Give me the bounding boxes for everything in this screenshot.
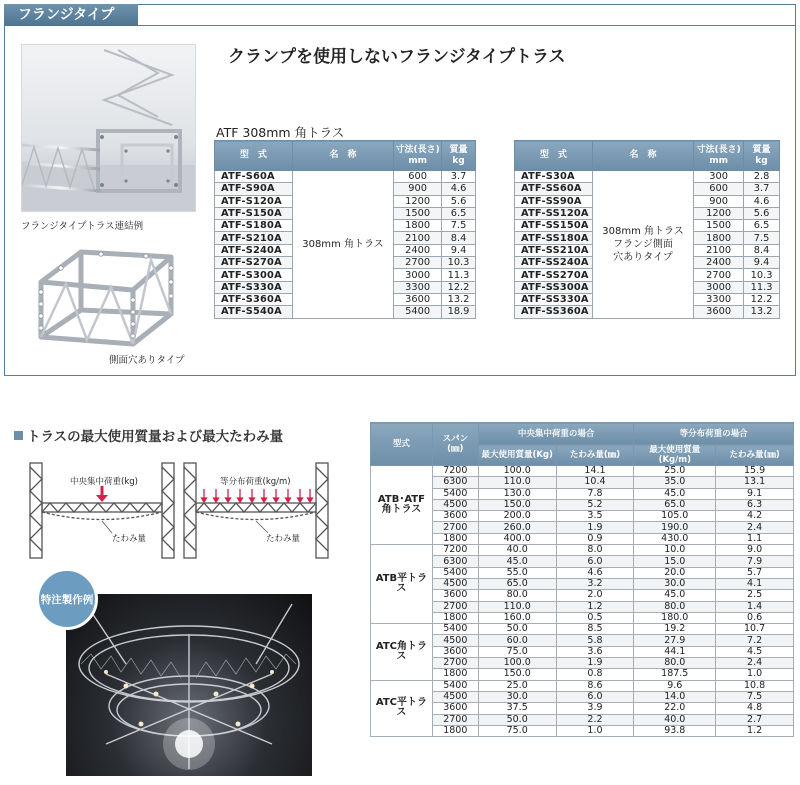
center-deflection-cell: 7.8 xyxy=(556,488,634,499)
dist-deflection-cell: 15.9 xyxy=(716,466,794,477)
load-table-row xyxy=(371,714,794,725)
length-cell: 2700 xyxy=(694,269,744,281)
dist-deflection-cell: 13.1 xyxy=(716,477,794,488)
load-table-row xyxy=(371,567,794,578)
model-cell: ATF-S120A xyxy=(215,195,293,207)
span-cell: 2700 xyxy=(432,658,478,669)
span-cell: 2700 xyxy=(432,714,478,725)
deflection-label-right: たわみ量 xyxy=(266,534,301,544)
load-table-row xyxy=(371,556,794,567)
deflection-label-left: たわみ量 xyxy=(112,534,147,544)
center-deflection-cell: 3.6 xyxy=(556,646,634,657)
model-cell: ATF-S180A xyxy=(215,220,293,232)
mass-cell: 10.3 xyxy=(442,257,476,269)
spec-header-row xyxy=(215,141,476,171)
load-section-title xyxy=(14,425,283,445)
header-size xyxy=(694,141,744,171)
subtitle: ATF 308mm 角トラス xyxy=(216,125,345,140)
span-cell: 4500 xyxy=(432,635,478,646)
dist-deflection-cell: 1.1 xyxy=(716,533,794,544)
model-cell: ATF-S30A xyxy=(515,171,593,183)
length-cell: 1500 xyxy=(394,207,442,219)
model-cell: ATF-S240A xyxy=(215,244,293,256)
center-max-mass-cell: 75.0 xyxy=(478,725,556,736)
load-table-row xyxy=(371,511,794,522)
stage-truss-illustration xyxy=(66,594,312,776)
mass-cell: 3.7 xyxy=(442,171,476,183)
load-table-row xyxy=(371,669,794,680)
load-table-row xyxy=(371,477,794,488)
header-mass xyxy=(442,141,476,171)
model-cell: ATF-S270A xyxy=(215,257,293,269)
center-deflection-cell: 1.0 xyxy=(556,725,634,736)
load-table-row xyxy=(371,601,794,612)
load-table-row xyxy=(371,590,794,601)
mass-cell: 18.9 xyxy=(442,306,476,318)
load-table-row xyxy=(371,680,794,691)
model-cell: ATF-S60A xyxy=(215,171,293,183)
dist-deflection-cell: 7.5 xyxy=(716,691,794,702)
model-cell: ATF-SS360A xyxy=(515,306,593,318)
dist-max-mass-cell: 27.9 xyxy=(634,635,716,646)
length-cell: 3000 xyxy=(694,281,744,293)
center-deflection-cell: 2.2 xyxy=(556,714,634,725)
model-cell: ATF-SS240A xyxy=(515,257,593,269)
main-title: クランプを使用しないフランジタイプトラス xyxy=(228,47,566,67)
dist-max-mass-cell: 30.0 xyxy=(634,578,716,589)
center-deflection-cell: 10.4 xyxy=(556,477,634,488)
load-table-row xyxy=(371,703,794,714)
length-cell: 3000 xyxy=(394,269,442,281)
dist-max-mass-cell: 430.0 xyxy=(634,533,716,544)
mass-cell: 4.6 xyxy=(744,195,780,207)
header-size xyxy=(394,141,442,171)
model-cell: ATF-SS300A xyxy=(515,281,593,293)
center-deflection-cell: 8.5 xyxy=(556,624,634,635)
mass-cell: 4.6 xyxy=(442,183,476,195)
center-max-mass-cell: 100.0 xyxy=(478,466,556,477)
center-deflection-cell: 3.2 xyxy=(556,578,634,589)
length-cell: 2100 xyxy=(394,232,442,244)
model-cell: ATF-SS120A xyxy=(515,207,593,219)
center-deflection-cell: 1.9 xyxy=(556,522,634,533)
dist-deflection-cell: 1.4 xyxy=(716,601,794,612)
dist-deflection-cell: 2.4 xyxy=(716,522,794,533)
dist-max-mass-cell: 22.0 xyxy=(634,703,716,714)
load-table-row xyxy=(371,725,794,736)
span-cell: 1800 xyxy=(432,612,478,623)
distributed-load-label: 等分布荷重(kg/m) xyxy=(220,477,291,487)
dist-deflection-cell: 0.6 xyxy=(716,612,794,623)
dist-deflection-cell: 9.0 xyxy=(716,545,794,556)
dist-max-mass-cell: 187.5 xyxy=(634,669,716,680)
header-size-label: 寸法(長さ) xyxy=(696,144,741,155)
mass-cell: 5.6 xyxy=(744,207,780,219)
model-cell: ATF-S150A xyxy=(215,207,293,219)
mass-cell: 7.5 xyxy=(744,232,780,244)
dist-max-mass-cell: 80.0 xyxy=(634,601,716,612)
center-max-mass-cell: 200.0 xyxy=(478,511,556,522)
center-max-mass-cell: 60.0 xyxy=(478,635,556,646)
length-cell: 600 xyxy=(394,171,442,183)
dist-max-mass-cell: 9.6 xyxy=(634,680,716,691)
mass-cell: 9.4 xyxy=(744,257,780,269)
header-size-unit: mm xyxy=(408,155,427,166)
center-deflection-cell: 0.9 xyxy=(556,533,634,544)
load-section-title-text: トラスの最大使用質量および最大たわみ量 xyxy=(27,429,284,445)
length-cell: 3300 xyxy=(694,293,744,305)
center-max-mass-cell: 25.0 xyxy=(478,680,556,691)
header-size-label: 寸法(長さ) xyxy=(395,144,440,155)
span-cell: 2700 xyxy=(432,601,478,612)
mass-cell: 11.3 xyxy=(744,281,780,293)
length-cell: 1500 xyxy=(694,220,744,232)
load-table-row xyxy=(371,545,794,556)
spec-header-row xyxy=(515,141,780,171)
center-deflection-cell: 0.5 xyxy=(556,612,634,623)
header-model: 型 式 xyxy=(215,141,293,171)
header-dist-deflection: たわみ量(㎜) xyxy=(716,445,794,466)
span-cell: 4500 xyxy=(432,499,478,510)
truss-photo-illustration xyxy=(22,45,196,212)
center-deflection-cell: 3.5 xyxy=(556,511,634,522)
header-type: 型式 xyxy=(371,423,433,466)
span-cell: 7200 xyxy=(432,466,478,477)
length-cell: 1800 xyxy=(694,232,744,244)
truss-type-line: ATC角トラス xyxy=(375,640,427,662)
truss-type-cell xyxy=(371,466,433,545)
dist-deflection-cell: 1.2 xyxy=(716,725,794,736)
model-cell: ATF-SS150A xyxy=(515,220,593,232)
span-cell: 1800 xyxy=(432,533,478,544)
span-cell: 2700 xyxy=(432,522,478,533)
load-table-row xyxy=(371,578,794,589)
center-max-mass-cell: 55.0 xyxy=(478,567,556,578)
table-row xyxy=(215,171,476,183)
span-cell: 4500 xyxy=(432,691,478,702)
product-name-line: 308mm 角トラス xyxy=(602,225,684,237)
header-name: 名 称 xyxy=(592,141,693,171)
header-center-load-group: 中央集中荷重の場合 xyxy=(478,423,634,445)
distributed-load-arrows-icon xyxy=(202,489,313,502)
center-deflection-cell: 8.0 xyxy=(556,545,634,556)
mass-cell: 8.4 xyxy=(744,244,780,256)
dist-max-mass-cell: 20.0 xyxy=(634,567,716,578)
center-deflection-cell: 6.0 xyxy=(556,556,634,567)
center-deflection-cell: 0.8 xyxy=(556,669,634,680)
dist-deflection-cell: 6.3 xyxy=(716,499,794,510)
model-cell: ATF-S90A xyxy=(215,183,293,195)
center-max-mass-cell: 100.0 xyxy=(478,658,556,669)
dist-max-mass-cell: 105.0 xyxy=(634,511,716,522)
header-center-max-mass: 最大使用質量(Kg) xyxy=(478,445,556,466)
dist-max-mass-cell: 15.0 xyxy=(634,556,716,567)
center-deflection-cell: 4.6 xyxy=(556,567,634,578)
dist-max-mass-cell: 190.0 xyxy=(634,522,716,533)
center-max-mass-cell: 130.0 xyxy=(478,488,556,499)
truss-type-cell xyxy=(371,545,433,624)
dist-max-mass-cell: 40.0 xyxy=(634,714,716,725)
dist-max-mass-cell: 80.0 xyxy=(634,658,716,669)
truss-type-line: ATB平トラス xyxy=(375,573,428,595)
model-cell: ATF-SS270A xyxy=(515,269,593,281)
length-cell: 3600 xyxy=(394,293,442,305)
header-center-deflection: たわみ量(㎜) xyxy=(556,445,634,466)
mass-cell: 7.5 xyxy=(442,220,476,232)
mass-cell: 13.2 xyxy=(442,293,476,305)
load-table xyxy=(370,422,794,737)
load-table-row xyxy=(371,522,794,533)
dist-deflection-cell: 4.8 xyxy=(716,703,794,714)
dist-max-mass-cell: 14.0 xyxy=(634,691,716,702)
custom-truss-photo xyxy=(66,594,312,776)
center-max-mass-cell: 45.0 xyxy=(478,556,556,567)
center-load-arrow-icon xyxy=(96,486,108,502)
dist-max-mass-cell: 25.0 xyxy=(634,466,716,477)
model-cell: ATF-S300A xyxy=(215,269,293,281)
length-cell: 2100 xyxy=(694,244,744,256)
dist-deflection-cell: 2.4 xyxy=(716,658,794,669)
dist-deflection-cell: 7.9 xyxy=(716,556,794,567)
center-deflection-cell: 5.8 xyxy=(556,635,634,646)
length-cell: 1200 xyxy=(694,207,744,219)
dist-max-mass-cell: 45.0 xyxy=(634,488,716,499)
product-name-line: フランジ側面 xyxy=(613,238,673,250)
load-table-row xyxy=(371,635,794,646)
length-cell: 1200 xyxy=(394,195,442,207)
dist-deflection-cell: 7.2 xyxy=(716,635,794,646)
model-cell: ATF-S540A xyxy=(215,306,293,318)
dist-max-mass-cell: 45.0 xyxy=(634,590,716,601)
load-table-row xyxy=(371,691,794,702)
length-cell: 3600 xyxy=(694,306,744,318)
mass-cell: 12.2 xyxy=(442,281,476,293)
span-cell: 3600 xyxy=(432,511,478,522)
center-max-mass-cell: 37.5 xyxy=(478,703,556,714)
mass-cell: 2.8 xyxy=(744,171,780,183)
length-cell: 900 xyxy=(394,183,442,195)
dist-deflection-cell: 10.8 xyxy=(716,680,794,691)
mass-cell: 11.3 xyxy=(442,269,476,281)
dist-deflection-cell: 9.1 xyxy=(716,488,794,499)
dist-max-mass-cell: 180.0 xyxy=(634,612,716,623)
truss-type-line: ATB･ATF xyxy=(377,494,425,506)
load-table-row xyxy=(371,624,794,635)
span-cell: 1800 xyxy=(432,725,478,736)
spec-table-standard xyxy=(214,140,476,319)
center-deflection-cell: 14.1 xyxy=(556,466,634,477)
load-table-row xyxy=(371,646,794,657)
dist-max-mass-cell: 19.2 xyxy=(634,624,716,635)
model-cell: ATF-S330A xyxy=(215,281,293,293)
side-truss-illustration xyxy=(21,232,196,350)
dist-max-mass-cell: 44.1 xyxy=(634,646,716,657)
center-deflection-cell: 2.0 xyxy=(556,590,634,601)
span-cell: 5400 xyxy=(432,567,478,578)
product-name-cell xyxy=(592,171,693,319)
header-model: 型 式 xyxy=(515,141,593,171)
center-max-mass-cell: 50.0 xyxy=(478,624,556,635)
span-cell: 6300 xyxy=(432,556,478,567)
center-max-mass-cell: 400.0 xyxy=(478,533,556,544)
model-cell: ATF-S210A xyxy=(215,232,293,244)
center-deflection-cell: 1.2 xyxy=(556,601,634,612)
truss-type-cell xyxy=(371,680,433,736)
span-cell: 4500 xyxy=(432,578,478,589)
mass-cell: 13.2 xyxy=(744,306,780,318)
photo-side-caption: 側面穴ありタイプ xyxy=(109,355,185,366)
center-max-mass-cell: 260.0 xyxy=(478,522,556,533)
spec-table-side-hole xyxy=(514,140,780,319)
product-name-cell: 308mm 角トラス xyxy=(292,171,393,319)
mass-cell: 6.5 xyxy=(744,220,780,232)
center-max-mass-cell: 110.0 xyxy=(478,601,556,612)
center-deflection-cell: 6.0 xyxy=(556,691,634,702)
mass-cell: 10.3 xyxy=(744,269,780,281)
center-deflection-cell: 3.9 xyxy=(556,703,634,714)
mass-cell: 12.2 xyxy=(744,293,780,305)
center-max-mass-cell: 110.0 xyxy=(478,477,556,488)
header-span: スパン(㎜) xyxy=(432,423,478,466)
header-mass-label: 質量 xyxy=(752,144,771,155)
mass-cell: 6.5 xyxy=(442,207,476,219)
dist-deflection-cell: 5.7 xyxy=(716,567,794,578)
mass-cell: 3.7 xyxy=(744,183,780,195)
mass-cell: 5.6 xyxy=(442,195,476,207)
dist-max-mass-cell: 35.0 xyxy=(634,477,716,488)
length-cell: 900 xyxy=(694,195,744,207)
header-name: 名 称 xyxy=(292,141,393,171)
square-bullet-icon xyxy=(14,431,23,440)
length-cell: 600 xyxy=(694,183,744,195)
length-cell: 300 xyxy=(694,171,744,183)
header-mass-unit: kg xyxy=(452,155,465,166)
truss-type-line: ATC平トラス xyxy=(375,697,427,719)
span-cell: 3600 xyxy=(432,646,478,657)
dist-deflection-cell: 10.7 xyxy=(716,624,794,635)
span-cell: 7200 xyxy=(432,545,478,556)
load-diagram-drawing xyxy=(24,455,334,565)
table-row xyxy=(515,171,780,183)
model-cell: ATF-SS180A xyxy=(515,232,593,244)
section-tab: フランジタイプ xyxy=(4,4,138,26)
dist-deflection-cell: 4.5 xyxy=(716,646,794,657)
center-max-mass-cell: 80.0 xyxy=(478,590,556,601)
center-deflection-cell: 1.9 xyxy=(556,658,634,669)
header-mass xyxy=(744,141,780,171)
length-cell: 3300 xyxy=(394,281,442,293)
load-header-row-1 xyxy=(371,423,794,445)
length-cell: 2400 xyxy=(394,244,442,256)
load-table-row xyxy=(371,612,794,623)
dist-max-mass-cell: 65.0 xyxy=(634,499,716,510)
dist-deflection-cell: 4.1 xyxy=(716,578,794,589)
custom-made-badge: 特注製作例 xyxy=(36,568,98,630)
load-table-row xyxy=(371,533,794,544)
header-mass-label: 質量 xyxy=(449,144,468,155)
span-cell: 3600 xyxy=(432,590,478,601)
center-load-label: 中央集中荷重(kg) xyxy=(70,477,138,487)
model-cell: ATF-S360A xyxy=(215,293,293,305)
span-cell: 3600 xyxy=(432,703,478,714)
center-max-mass-cell: 40.0 xyxy=(478,545,556,556)
header-mass-unit: kg xyxy=(755,155,768,166)
tab-underline xyxy=(138,25,796,26)
dist-deflection-cell: 2.7 xyxy=(716,714,794,725)
product-name-line: 穴ありタイプ xyxy=(613,251,673,263)
truss-type-line: 角トラス xyxy=(381,504,422,516)
center-max-mass-cell: 150.0 xyxy=(478,499,556,510)
center-deflection-cell: 8.6 xyxy=(556,680,634,691)
dist-max-mass-cell: 10.0 xyxy=(634,545,716,556)
center-max-mass-cell: 50.0 xyxy=(478,714,556,725)
span-cell: 5400 xyxy=(432,680,478,691)
center-max-mass-cell: 65.0 xyxy=(478,578,556,589)
mass-cell: 8.4 xyxy=(442,232,476,244)
photo-top-caption: フランジタイプトラス連結例 xyxy=(21,221,144,232)
header-size-unit: mm xyxy=(709,155,729,166)
center-max-mass-cell: 160.0 xyxy=(478,612,556,623)
length-cell: 5400 xyxy=(394,306,442,318)
model-cell: ATF-SS60A xyxy=(515,183,593,195)
header-dist-load-group: 等分布荷重の場合 xyxy=(634,423,794,445)
load-table-row xyxy=(371,488,794,499)
length-cell: 2400 xyxy=(694,257,744,269)
header-dist-max-mass: 最大使用質量(Kg/m) xyxy=(634,445,716,466)
dist-deflection-cell: 2.5 xyxy=(716,590,794,601)
model-cell: ATF-SS210A xyxy=(515,244,593,256)
length-cell: 2700 xyxy=(394,257,442,269)
mass-cell: 9.4 xyxy=(442,244,476,256)
dist-max-mass-cell: 93.8 xyxy=(634,725,716,736)
dist-deflection-cell: 1.0 xyxy=(716,669,794,680)
span-cell: 5400 xyxy=(432,624,478,635)
center-max-mass-cell: 150.0 xyxy=(478,669,556,680)
model-cell: ATF-SS90A xyxy=(515,195,593,207)
load-table-row xyxy=(371,466,794,477)
center-max-mass-cell: 75.0 xyxy=(478,646,556,657)
center-max-mass-cell: 30.0 xyxy=(478,691,556,702)
load-table-row xyxy=(371,499,794,510)
side-hole-truss-photo xyxy=(21,232,196,350)
load-table-row xyxy=(371,658,794,669)
truss-type-cell xyxy=(371,624,433,680)
model-cell: ATF-SS330A xyxy=(515,293,593,305)
load-diagram xyxy=(24,455,334,565)
span-cell: 6300 xyxy=(432,477,478,488)
length-cell: 1800 xyxy=(394,220,442,232)
span-cell: 5400 xyxy=(432,488,478,499)
center-deflection-cell: 5.2 xyxy=(556,499,634,510)
flange-connection-photo xyxy=(21,44,196,212)
span-cell: 1800 xyxy=(432,669,478,680)
dist-deflection-cell: 4.2 xyxy=(716,511,794,522)
